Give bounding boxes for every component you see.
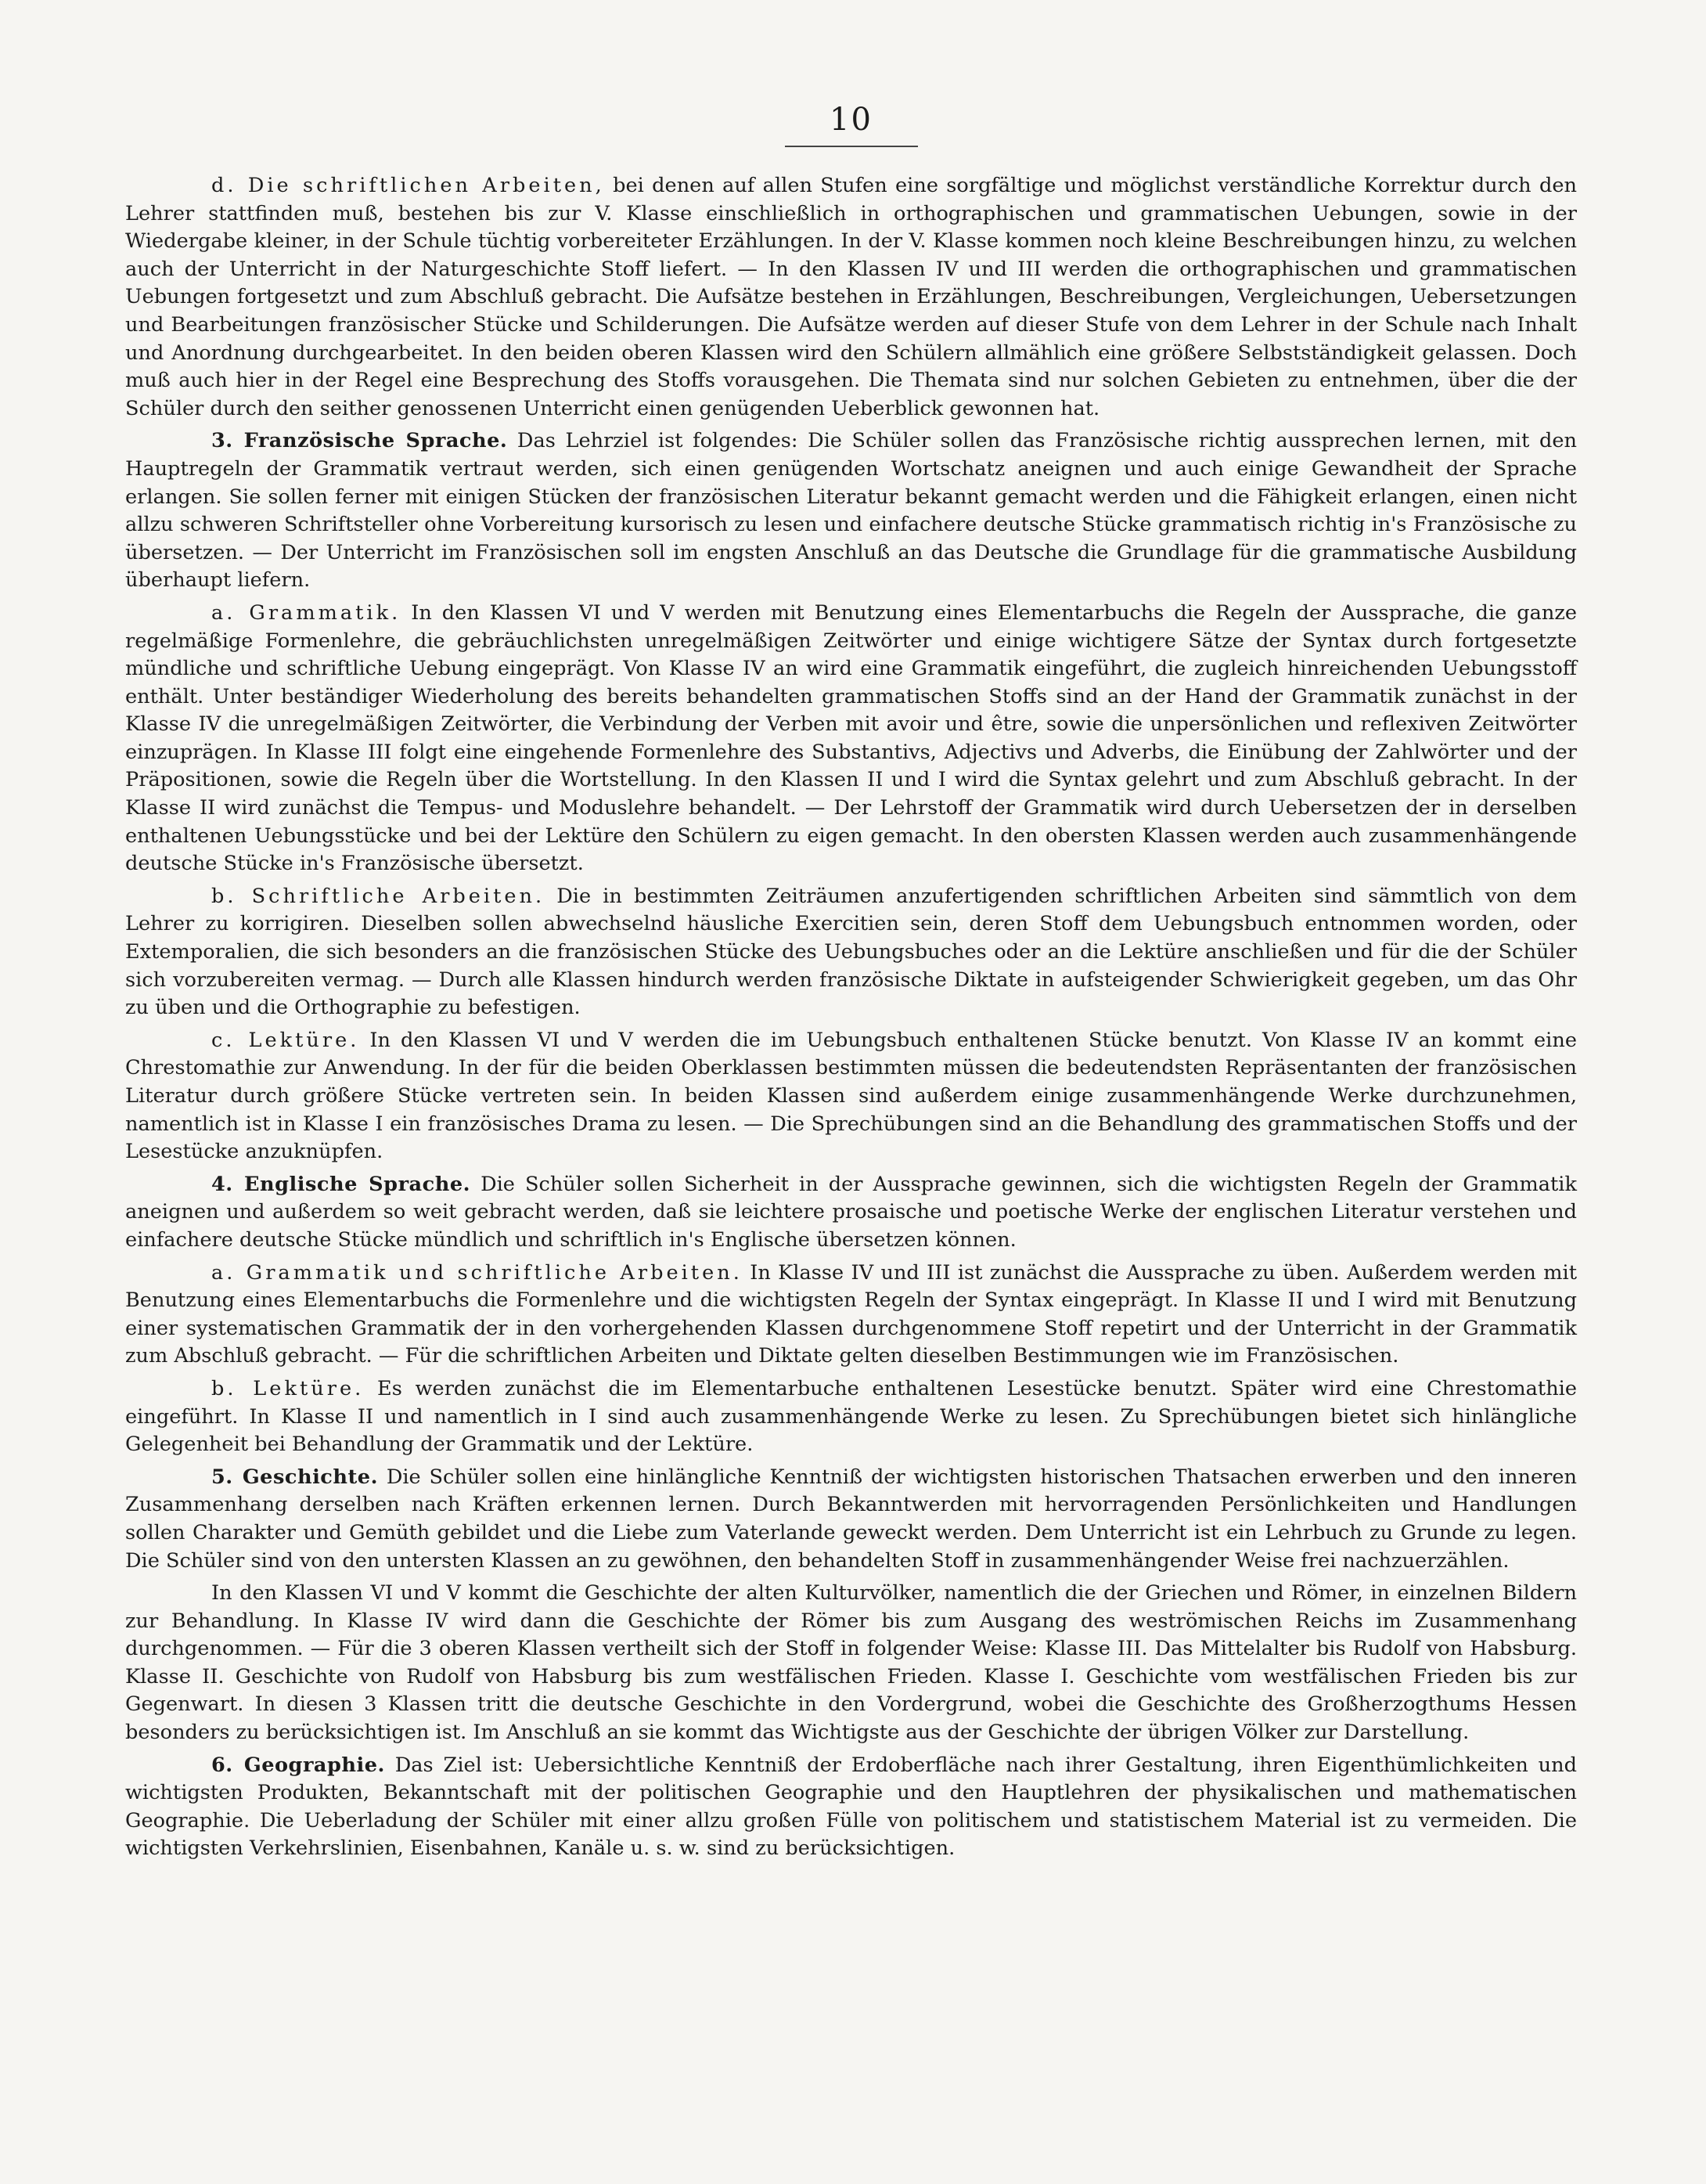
section-heading: 6. Geographie.: [211, 1753, 385, 1777]
paragraph-franz-schriftliche-arbeiten: [125, 883, 1577, 1022]
paragraph-geographie: [125, 1752, 1577, 1863]
paragraph-text: Die Schüler sollen eine hinlängliche Kenntniß der wichtigsten historischen Thatsachen erwerben und den inneren Zusammenhang derselben nach Kräften erkennen lernen. Durch Bekanntwerden mit hervorragenden Persönlichkeiten und Handlungen sollen Charakter und Gemüth gebildet und die Liebe zum Vaterlande geweckt werden. Dem Unterricht ist ein Lehrbuch zu Grunde zu legen. Die Schüler sind von den untersten Klassen an zu gewöhnen, den behandelten Stoff in zusammenhängender Weise frei nachzuerzählen.: [125, 1465, 1577, 1573]
paragraph-heading: d. Die schriftlichen Arbeiten,: [211, 174, 605, 197]
document-page: [125, 102, 1577, 1868]
paragraph-geschichte-klassen: [125, 1580, 1577, 1747]
paragraph-heading: c. Lektüre.: [211, 1028, 360, 1052]
paragraph-text: In den Klassen VI und V werden die im Uebungsbuch enthaltenen Stücke benutzt. Von Klasse IV an kommt eine Chrestomathie zur Anwendung. In der für die beiden Oberklassen bestimmten müssen die bedeutendsten Repräsentanten der französischen Literatur durch größere Stücke vertreten sein. In beiden Klassen sind außerdem einige zusammenhängende Werke durchzunehmen, namentlich ist in Klasse I ein französisches Drama zu lesen. — Die Sprechübungen sind an die Behandlung des grammatischen Stoffs und der Lesestücke anzuknüpfen.: [125, 1028, 1577, 1164]
paragraph-englische-sprache: [125, 1171, 1577, 1255]
paragraph-geschichte: [125, 1464, 1577, 1575]
paragraph-text: In Klasse IV und III ist zunächst die Aussprache zu üben. Außerdem werden mit Benutzung eines Elementarbuchs die Formenlehre und die wichtigsten Regeln der Syntax eingeprägt. In Klasse II und I wird mit Benutzung einer systematischen Grammatik der in den vorhergehenden Klassen durchgenommene Stoff repetirt und der Unterricht in der Grammatik zum Abschluß gebracht. — Für die schriftlichen Arbeiten und Diktate gelten dieselben Bestimmungen wie im Französischen.: [125, 1260, 1577, 1368]
paragraph-text: In den Klassen VI und V werden mit Benutzung eines Elementarbuchs die Regeln der Aussprache, die ganze regelmäßige Formenlehre, die gebräuchlichsten unregelmäßigen Zeitwörter und einige wichtigere Sätze der Syntax durch fortgesetzte mündliche und schriftliche Uebung eingeprägt. Von Klasse IV an wird eine Grammatik eingeführt, die zugleich hinreichenden Uebungsstoff enthält. Unter beständiger Wiederholung des bereits behandelten grammatischen Stoffs sind an der Hand der Grammatik zunächst in der Klasse IV die unregelmäßigen Zeitwörter, die Verbindung der Verben mit avoir und être, sowie die unpersönlichen und reflexiven Zeitwörter einzuprägen. In Klasse III folgt eine eingehende Formenlehre des Substantivs, Adjectivs und Adverbs, die Einübung der Zahlwörter und der Präpositionen, sowie die Regeln über die Wortstellung. In den Klassen II und I wird die Syntax gelehrt und zum Abschluß gebracht. In der Klasse II wird zunächst die Tempus- und Moduslehre behandelt. — Der Lehrstoff der Grammatik wird durch Uebersetzen der in derselben enthaltenen Uebungsstücke und bei der Lektüre den Schülern zu eigen gemacht. In den obersten Klassen werden auch zusammenhängende deutsche Stücke in's Französische übersetzt.: [125, 600, 1577, 876]
paragraph-heading: b. Schriftliche Arbeiten.: [211, 884, 545, 908]
paragraph-franzoesische-sprache: [125, 427, 1577, 595]
paragraph-text: Das Ziel ist: Uebersichtliche Kenntniß der Erdoberfläche nach ihrer Gestaltung, ihren Eigenthümlichkeiten und wichtigsten Produkten, Bekanntschaft mit der politischen Geographie und den Hauptlehren der physikalischen und mathematischen Geographie. Die Ueberladung der Schüler mit einer allzu großen Fülle von politischem und statistischem Material ist zu vermeiden. Die wichtigsten Verkehrslinien, Eisenbahnen, Kanäle u. s. w. sind zu berücksichtigen.: [125, 1753, 1577, 1861]
paragraph-heading: a. Grammatik und schriftliche Arbeiten.: [211, 1260, 743, 1285]
section-heading: 5. Geschichte.: [211, 1465, 378, 1489]
page-number: 10: [830, 102, 873, 138]
paragraph-engl-grammatik: [125, 1260, 1577, 1371]
paragraph-text: In den Klassen VI und V kommt die Geschichte der alten Kulturvölker, namentlich die der Griechen und Römer, in einzelnen Bildern zur Behandlung. In Klasse IV wird dann die Geschichte der Römer bis zum Ausgang des weströmischen Reichs im Zusammenhang durchgenommen. — Für die 3 oberen Klassen vertheilt sich der Stoff in folgender Weise: Klasse III. Das Mittelalter bis Rudolf von Habsburg. Klasse II. Geschichte von Rudolf von Habsburg bis zum westfälischen Frieden. Klasse I. Geschichte vom westfälischen Frieden bis zur Gegenwart. In diesen 3 Klassen tritt die deutsche Geschichte in den Vordergrund, wobei die Geschichte des Großherzogthums Hessen besonders zu berücksichtigen ist. Im Anschluß an sie kommt das Wichtigste aus der Geschichte der übrigen Völker zur Darstellung.: [125, 1581, 1577, 1745]
paragraph-franz-lektuere: [125, 1027, 1577, 1166]
page-number-rule: [785, 146, 918, 147]
paragraph-text: bei denen auf allen Stufen eine sorgfältige und möglichst verständliche Korrektur durch den Lehrer stattfinden muß, bestehen bis zur V. Klasse einschließlich in orthographischen und grammatischen Uebungen, sowie in der Wiedergabe kleiner, in der Schule tüchtig vorbereiteter Erzählungen. In der V. Klasse kommen noch kleine Beschreibungen hinzu, zu welchen auch der Unterricht in der Naturgeschichte Stoff liefert. — In den Klassen IV und III werden die orthographischen und grammatischen Uebungen fortgesetzt und zum Abschluß gebracht. Die Aufsätze bestehen in Erzählungen, Beschreibungen, Vergleichungen, Uebersetzungen und Bearbeitungen französischer Stücke und Schilderungen. Die Aufsätze werden auf dieser Stufe von dem Lehrer in der Schule nach Inhalt und Anordnung durchgearbeitet. In den beiden oberen Klassen wird den Schülern allmählich eine größere Selbstständigkeit gelassen. Doch muß auch hier in der Regel eine Besprechung des Stoffs vorausgehen. Die Themata sind nur solchen Gebieten zu entnehmen, über die der Schüler durch den seither genossenen Unterricht einen genügenden Ueberblick gewonnen hat.: [125, 174, 1577, 420]
paragraph-text: Die Schüler sollen Sicherheit in der Aussprache gewinnen, sich die wichtigsten Regeln der Grammatik aneignen und außerdem so weit gebracht werden, daß sie leichtere prosaische und poetische Werke der englischen Literatur verstehen und einfachere deutsche Stücke mündlich und schriftlich in's Englische übersetzen können.: [125, 1172, 1577, 1252]
paragraph-schriftliche-arbeiten-deutsch: [125, 172, 1577, 423]
paragraph-engl-lektuere: [125, 1375, 1577, 1459]
paragraph-text: Es werden zunächst die im Elementarbuche enthaltenen Lesestücke benutzt. Später wird eine Chrestomathie eingeführt. In Klasse II und namentlich in I sind auch zusammenhängende Werke zu lesen. Zu Sprechübungen bietet sich hinlängliche Gelegenheit bei Behandlung der Grammatik und der Lektüre.: [125, 1376, 1578, 1457]
paragraph-text: Das Lehrziel ist folgendes: Die Schüler sollen das Französische richtig aussprechen lernen, mit den Hauptregeln der Grammatik vertraut werden, sich einen genügenden Wortschatz aneignen und auch einige Gewandheit der Sprache erlangen. Sie sollen ferner mit einigen Stücken der französischen Literatur bekannt gemacht werden und die Fähigkeit erlangen, einen nicht allzu schweren Schriftsteller ohne Vorbereitung kursorisch zu lesen und einfachere deutsche Stücke grammatisch richtig in's Französische zu übersetzen. — Der Unterricht im Französischen soll im engsten Anschluß an das Deutsche die Grundlage für die grammatische Ausbildung überhaupt liefern.: [125, 429, 1577, 593]
section-heading: 3. Französische Sprache.: [211, 429, 508, 453]
paragraph-heading: b. Lektüre.: [211, 1376, 365, 1400]
paragraph-text: Die in bestimmten Zeiträumen anzufertigenden schriftlichen Arbeiten sind sämmtlich von dem Lehrer zu korrigiren. Dieselben sollen abwechselnd häusliche Exercitien sein, deren Stoff dem Uebungsbuch entnommen worden, oder Extemporalien, die sich besonders an die französischen Stücke des Uebungsbuches oder an die Lektüre anschließen und für die der Schüler sich vorzubereiten vermag. — Durch alle Klassen hindurch werden französische Diktate in aufsteigender Schwierigkeit gegeben, um das Ohr zu üben und die Orthographie zu befestigen.: [125, 884, 1577, 1020]
section-heading: 4. Englische Sprache.: [211, 1172, 471, 1196]
paragraph-franz-grammatik: [125, 600, 1577, 878]
paragraph-heading: a. Grammatik.: [211, 600, 401, 625]
